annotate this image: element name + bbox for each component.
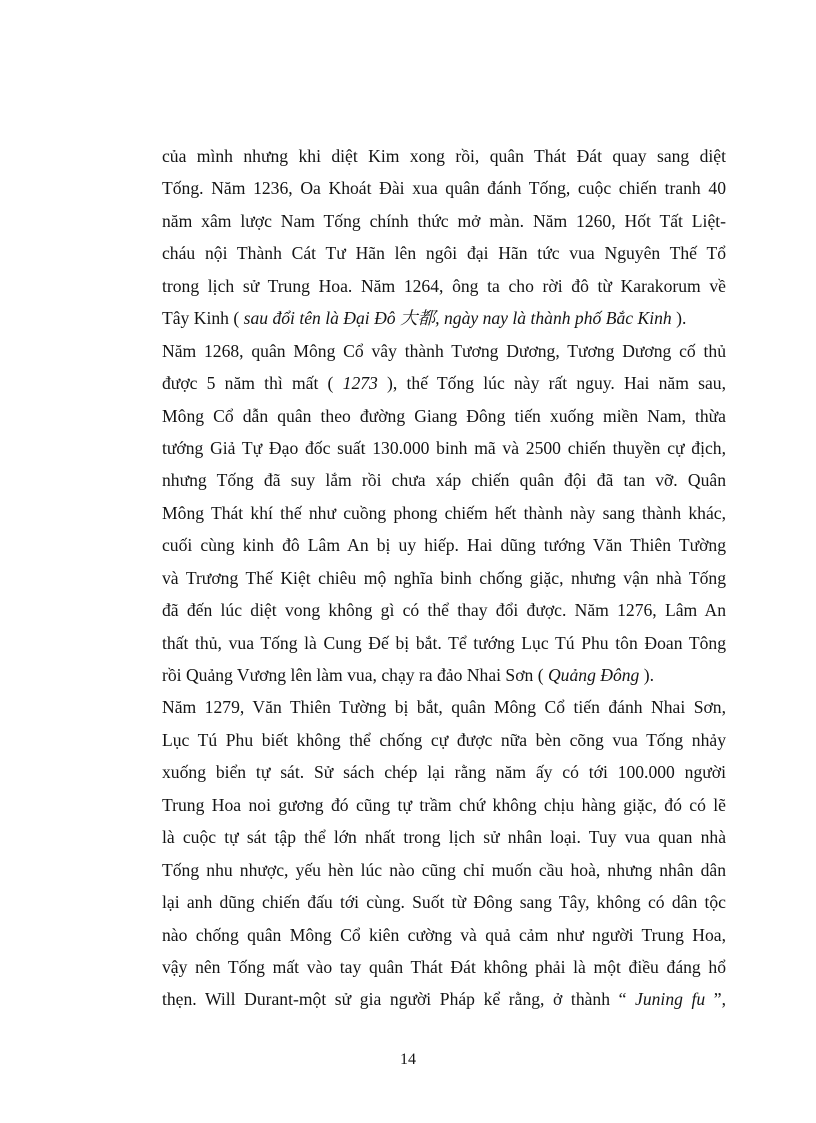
text-segment: ), thế Tống lúc này rất nguy. Hai năm sau, — [377, 373, 726, 394]
text-line — [162, 432, 726, 464]
italic-text-segment: Juning fu — [635, 989, 706, 1010]
text-segment: thất thủ, vua Tống là Cung Đế bị bắt. Tể tướng Lục Tú Phu tôn Đoan Tông — [162, 632, 726, 653]
text-segment: và Trương Thế Kiệt chiêu mộ nghĩa binh chống giặc, nhưng vận nhà Tống — [162, 567, 726, 588]
text-line — [162, 302, 726, 334]
text-line — [162, 919, 726, 951]
text-segment: năm xâm lược Nam Tống chính thức mở màn. Năm 1260, Hốt Tất Liệt- — [162, 210, 726, 231]
text-segment: đã đến lúc diệt vong không gì có thể thay đổi được. Năm 1276, Lâm An — [162, 600, 726, 621]
text-line — [162, 497, 726, 529]
text-line — [162, 821, 726, 853]
text-line — [162, 562, 726, 594]
text-line — [162, 724, 726, 756]
text-line — [162, 756, 726, 788]
text-line — [162, 594, 726, 626]
text-segment: nào chống quân Mông Cổ kiên cường và quả cảm như người Trung Hoa, — [162, 924, 726, 945]
text-segment: của mình nhưng khi diệt Kim xong rồi, quân Thát Đát quay sang diệt — [162, 146, 726, 166]
text-line — [162, 464, 726, 496]
text-segment: cuối cùng kinh đô Lâm An bị uy hiếp. Hai dũng tướng Văn Thiên Tường — [162, 535, 726, 556]
text-segment: ). — [639, 665, 655, 685]
text-segment: Tống nhu nhược, yếu hèn lúc nào cũng chỉ muốn cầu hoà, nhưng nhân dân — [162, 859, 726, 880]
text-line — [162, 659, 726, 691]
text-segment: được 5 năm thì mất ( — [162, 373, 343, 394]
text-segment: Trung Hoa noi gương đó cũng tự trầm chứ không chịu hàng giặc, đó có lẽ — [162, 794, 726, 815]
text-segment: Năm 1268, quân Mông Cổ vây thành Tương Dương, Tương Dương cố thủ — [162, 340, 726, 361]
page-number: 14 — [400, 1051, 416, 1068]
text-segment: Tây Kinh ( — [162, 308, 244, 329]
italic-text-segment: sau đổi tên là Đại Đô 大都, ngày nay là thành phố Bắc Kinh — [243, 308, 672, 329]
text-segment: Mông Thát khí thế như cuồng phong chiếm hết thành này sang thành khác, — [162, 502, 726, 523]
body-paragraph — [162, 140, 726, 1016]
text-line — [162, 983, 726, 1015]
text-segment: vậy nên Tống mất vào tay quân Thát Đát không phải là một điều đáng hổ — [162, 956, 726, 977]
italic-text-segment: 1273 — [342, 373, 378, 394]
text-segment: thẹn. Will Durant-một sử gia người Pháp kể rằng, ở thành “ — [162, 989, 636, 1010]
text-line — [162, 951, 726, 983]
text-line — [162, 172, 726, 204]
text-line — [162, 529, 726, 561]
text-line — [162, 335, 726, 367]
text-segment: Lục Tú Phu biết không thể chống cự được nữa bèn cõng vua Tống nhảy — [162, 729, 726, 750]
text-line — [162, 691, 726, 723]
text-line — [162, 886, 726, 918]
text-segment: rồi Quảng Vương lên làm vua, chạy ra đảo Nhai Sơn ( — [162, 665, 548, 685]
text-line — [162, 270, 726, 302]
text-segment: xuống biển tự sát. Sử sách chép lại rằng năm ấy có tới 100.000 người — [162, 762, 726, 783]
text-segment: Tống. Năm 1236, Oa Khoát Đài xua quân đánh Tống, cuộc chiến tranh 40 — [162, 178, 726, 199]
text-segment: lại anh dũng chiến đấu tới cùng. Suốt từ Đông sang Tây, không có dân tộc — [162, 892, 726, 913]
text-line — [162, 627, 726, 659]
text-segment: nhưng Tống đã suy lắm rồi chưa xáp chiến quân đội đã tan vỡ. Quân — [162, 470, 726, 491]
text-line — [162, 854, 726, 886]
text-segment: ). — [671, 308, 687, 329]
text-line — [162, 205, 726, 237]
text-segment: trong lịch sử Trung Hoa. Năm 1264, ông ta cho rời đô từ Karakorum về — [162, 275, 726, 296]
text-line — [162, 400, 726, 432]
text-line — [162, 237, 726, 269]
text-segment: tướng Giả Tự Đạo đốc suất 130.000 binh mã và 2500 chiến thuyền cự địch, — [162, 437, 726, 458]
text-segment: cháu nội Thành Cát Tư Hãn lên ngôi đại Hãn tức vua Nguyên Thế Tổ — [162, 243, 726, 264]
text-line — [162, 789, 726, 821]
text-line — [162, 140, 726, 172]
text-segment: là cuộc tự sát tập thể lớn nhất trong lịch sử nhân loại. Tuy vua quan nhà — [162, 827, 726, 848]
text-line — [162, 367, 726, 399]
italic-text-segment: Quảng Đông — [547, 665, 640, 685]
text-segment: Mông Cổ dẫn quân theo đường Giang Đông tiến xuống miền Nam, thừa — [162, 405, 726, 426]
text-segment: ”, — [705, 989, 727, 1010]
text-segment: Năm 1279, Văn Thiên Tường bị bắt, quân Mông Cổ tiến đánh Nhai Sơn, — [162, 697, 726, 718]
